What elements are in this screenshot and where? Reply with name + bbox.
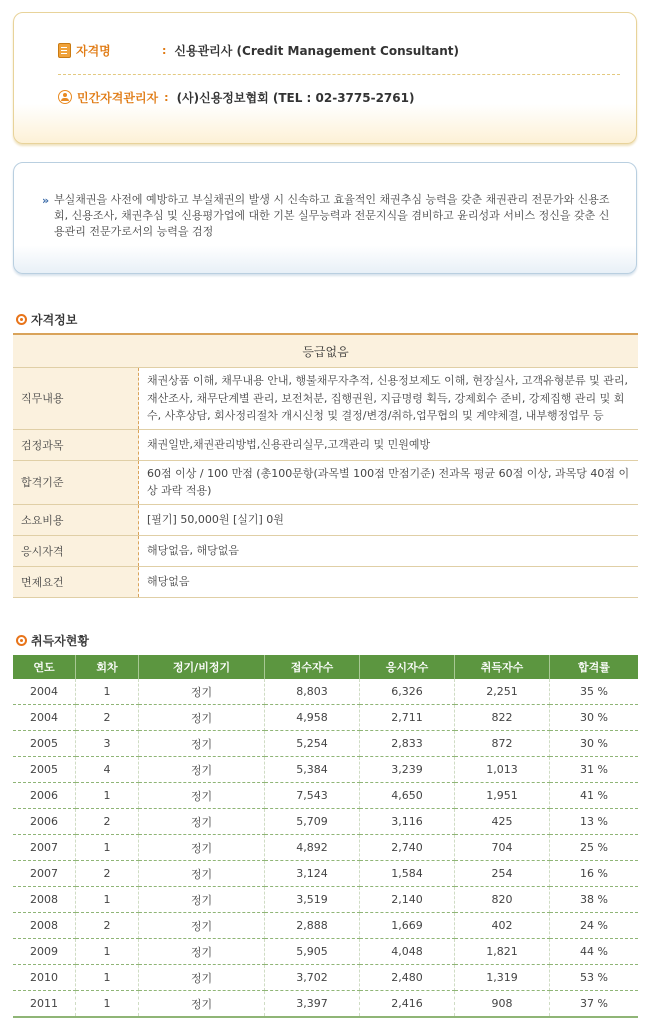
table-cell: 정기 [139, 939, 265, 965]
table-cell: 24 % [550, 913, 639, 939]
acquisition-stats-table [13, 655, 638, 1018]
table-cell: 13 % [550, 809, 639, 835]
table-cell: 2009 [13, 939, 76, 965]
table-row [13, 429, 638, 460]
description-box [13, 162, 637, 274]
table-cell: 1 [76, 679, 139, 705]
table-cell: 1,669 [360, 913, 455, 939]
section-title-text: 취득자현황 [31, 634, 89, 648]
row-value: [필기] 50,000원 [실기] 0원 [139, 504, 639, 535]
table-cell: 2008 [13, 887, 76, 913]
table-row [13, 368, 638, 430]
grade-row [13, 334, 638, 368]
table-cell: 2004 [13, 705, 76, 731]
table-cell: 2011 [13, 991, 76, 1018]
table-cell: 정기 [139, 887, 265, 913]
row-label: 검정과목 [13, 429, 139, 460]
row-value: 채권일반,채권관리방법,신용관리실무,고객관리 및 민원예방 [139, 429, 639, 460]
table-row [13, 535, 638, 566]
table-cell: 정기 [139, 809, 265, 835]
table-cell: 2,740 [360, 835, 455, 861]
table-cell: 822 [455, 705, 550, 731]
table-cell: 2,711 [360, 705, 455, 731]
table-cell: 37 % [550, 991, 639, 1018]
table-cell: 53 % [550, 965, 639, 991]
table-cell: 3,116 [360, 809, 455, 835]
table-cell: 2004 [13, 679, 76, 705]
manager-row [58, 86, 414, 108]
table-cell: 2008 [13, 913, 76, 939]
table-cell: 4,650 [360, 783, 455, 809]
table-cell: 1 [76, 939, 139, 965]
row-label: 응시자격 [13, 535, 139, 566]
grade-cell: 등급없음 [13, 334, 638, 368]
table-cell: 402 [455, 913, 550, 939]
table-cell: 3,702 [265, 965, 360, 991]
table-cell: 16 % [550, 861, 639, 887]
stats-section-title [16, 632, 89, 649]
description-text: 부실채권을 사전에 예방하고 부실채권의 발생 시 신속하고 효율적인 채권추심 능력을 갖춘 채권관리 전문가와 신용조회, 신용조사, 채권추심 및 신용평가업에 대한 기본 실무능력과 전문지식을 겸비하고 윤리성과 서비스 정신을 갖춘 신용관리 전문가로서의 능력을 검정 [54, 193, 610, 238]
book-icon [58, 43, 71, 58]
row-value: 해당없음, 해당없음 [139, 535, 639, 566]
table-cell: 7,543 [265, 783, 360, 809]
table-cell: 8,803 [265, 679, 360, 705]
table-cell: 2,833 [360, 731, 455, 757]
table-row [13, 991, 638, 1018]
table-cell: 정기 [139, 705, 265, 731]
table-cell: 38 % [550, 887, 639, 913]
qualification-name-value: 신용관리사 (Credit Management Consultant) [174, 43, 460, 58]
section-title-text: 자격정보 [31, 313, 78, 327]
table-cell: 4,048 [360, 939, 455, 965]
table-row [13, 887, 638, 913]
row-label: 합격기준 [13, 460, 139, 504]
table-cell: 254 [455, 861, 550, 887]
manager-label: 민간자격관리자 [77, 90, 159, 105]
table-cell: 6,326 [360, 679, 455, 705]
table-cell: 1,584 [360, 861, 455, 887]
table-cell: 872 [455, 731, 550, 757]
table-row [13, 861, 638, 887]
row-value: 채권상품 이해, 채무내용 안내, 행불채무자추적, 신용정보제도 이해, 현장실사, 고객유형분류 및 관리, 재산조사, 채무단계별 관리, 보전처분, 집행권원, 지급명령 획득, 강제회수 준비, 강제집행 관리 및 회수, 사후상담, 회사정리절차 개시신청 및 결정/변경/취하,업무협의 및 계약체결, 내부행정업무 등 [139, 368, 639, 430]
bullet-icon [16, 635, 27, 646]
table-cell: 3,239 [360, 757, 455, 783]
column-header: 접수자수 [265, 655, 360, 679]
table-cell: 2,251 [455, 679, 550, 705]
table-cell: 44 % [550, 939, 639, 965]
table-cell: 정기 [139, 679, 265, 705]
table-cell: 41 % [550, 783, 639, 809]
column-header: 연도 [13, 655, 76, 679]
table-cell: 1,013 [455, 757, 550, 783]
table-cell: 25 % [550, 835, 639, 861]
double-arrow-icon: » [42, 194, 50, 207]
table-cell: 정기 [139, 757, 265, 783]
table-cell: 정기 [139, 835, 265, 861]
colon: : [164, 90, 169, 104]
colon: : [162, 43, 167, 57]
table-cell: 820 [455, 887, 550, 913]
table-row [13, 757, 638, 783]
table-cell: 3,519 [265, 887, 360, 913]
table-cell: 3 [76, 731, 139, 757]
table-cell: 1,319 [455, 965, 550, 991]
qualification-name-label: 자격명 [76, 43, 111, 58]
qualification-name-row [58, 39, 459, 61]
table-cell: 2006 [13, 783, 76, 809]
table-cell: 1,951 [455, 783, 550, 809]
table-cell: 31 % [550, 757, 639, 783]
table-cell: 2,416 [360, 991, 455, 1018]
table-row [13, 566, 638, 597]
table-cell: 2010 [13, 965, 76, 991]
table-cell: 1,821 [455, 939, 550, 965]
header-row [13, 655, 638, 679]
column-header: 정기/비정기 [139, 655, 265, 679]
table-cell: 정기 [139, 913, 265, 939]
table-row [13, 835, 638, 861]
divider [58, 74, 620, 75]
table-cell: 4,958 [265, 705, 360, 731]
stats-body [13, 679, 638, 1017]
table-cell: 4 [76, 757, 139, 783]
table-cell: 3,124 [265, 861, 360, 887]
row-label: 소요비용 [13, 504, 139, 535]
column-header: 응시자수 [360, 655, 455, 679]
table-row [13, 939, 638, 965]
table-row [13, 705, 638, 731]
table-cell: 2005 [13, 757, 76, 783]
table-cell: 1 [76, 965, 139, 991]
table-cell: 2007 [13, 835, 76, 861]
table-cell: 5,709 [265, 809, 360, 835]
table-cell: 1 [76, 887, 139, 913]
table-cell: 4,892 [265, 835, 360, 861]
row-label: 직무내용 [13, 368, 139, 430]
table-cell: 정기 [139, 965, 265, 991]
table-cell: 정기 [139, 861, 265, 887]
table-cell: 5,384 [265, 757, 360, 783]
table-cell: 2,480 [360, 965, 455, 991]
table-row [13, 679, 638, 705]
table-cell: 30 % [550, 731, 639, 757]
qualification-table [13, 333, 638, 598]
table-cell: 35 % [550, 679, 639, 705]
person-icon [58, 90, 72, 104]
table-cell: 2005 [13, 731, 76, 757]
table-row [13, 965, 638, 991]
table-cell: 정기 [139, 991, 265, 1018]
row-label: 면제요건 [13, 566, 139, 597]
column-header: 회차 [76, 655, 139, 679]
table-cell: 2 [76, 913, 139, 939]
table-cell: 정기 [139, 731, 265, 757]
table-cell: 425 [455, 809, 550, 835]
table-cell: 2 [76, 809, 139, 835]
table-cell: 5,254 [265, 731, 360, 757]
manager-value: (사)신용정보협회 (TEL : 02-3775-2761) [176, 90, 415, 105]
qualification-section-title [16, 311, 77, 328]
table-cell: 2007 [13, 861, 76, 887]
column-header: 취득자수 [455, 655, 550, 679]
table-cell: 2 [76, 705, 139, 731]
table-row [13, 731, 638, 757]
qualification-header-box [13, 12, 637, 144]
table-cell: 30 % [550, 705, 639, 731]
table-cell: 5,905 [265, 939, 360, 965]
table-row [13, 783, 638, 809]
table-cell: 704 [455, 835, 550, 861]
table-cell: 2006 [13, 809, 76, 835]
table-row [13, 809, 638, 835]
table-cell: 2,888 [265, 913, 360, 939]
table-cell: 1 [76, 783, 139, 809]
table-cell: 2 [76, 861, 139, 887]
table-row [13, 504, 638, 535]
bullet-icon [16, 314, 27, 325]
table-row [13, 460, 638, 504]
table-cell: 3,397 [265, 991, 360, 1018]
row-value: 60점 이상 / 100 만점 (총100문항(과목별 100점 만점기준) 전과목 평균 60점 이상, 과목당 40점 이상 과락 적용) [139, 460, 639, 504]
column-header: 합격률 [550, 655, 639, 679]
table-row [13, 913, 638, 939]
table-cell: 908 [455, 991, 550, 1018]
table-cell: 2,140 [360, 887, 455, 913]
table-cell: 1 [76, 835, 139, 861]
table-cell: 정기 [139, 783, 265, 809]
table-cell: 1 [76, 991, 139, 1018]
row-value: 해당없음 [139, 566, 639, 597]
